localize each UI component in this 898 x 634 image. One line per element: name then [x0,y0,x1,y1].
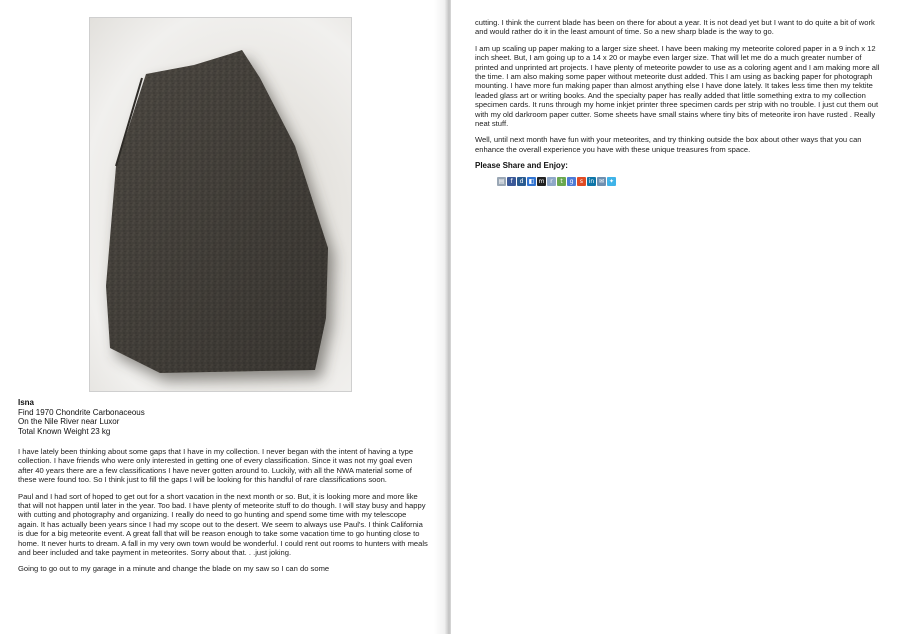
digg-icon[interactable]: d [517,177,526,186]
paragraph: cutting. I think the current blade has been on there for about a year. It is not dead yet but I want to do quite a bit of work and would rather do it in the least amount of time. So a new sharp blade is the way to go. [475,18,875,37]
email-icon[interactable]: ✉ [598,177,605,185]
right-page [451,0,898,634]
meteorite-photo [89,17,352,392]
paragraph: I have lately been thinking about some gaps that I have in my collection. I never began with the intent of having a type collection. I have friends who were only interested in getting one of every classification. Since it was not my goal even after 40 years there are a few classifications I have never gotten around to. Luckily, with all the NWA material some of these were found too. So I think just to fill the gaps I will be looking for this handful of rare classifications soon. [18,447,414,485]
twitter-icon[interactable]: ✦ [608,177,615,185]
right-article-body [475,18,885,186]
left-article-body [18,447,428,581]
reddit-icon[interactable]: r [547,177,556,186]
caption-find: Find 1970 Chondrite Carbonaceous [18,407,145,417]
paragraph: Going to go out to my garage in a minute and change the blade on my saw so I can do some [18,564,330,574]
print-icon[interactable]: ▤ [498,177,505,185]
caption-location: On the Nile River near Luxor [18,417,120,426]
myspace-icon[interactable]: m [538,177,545,185]
paragraph: I am up scaling up paper making to a larger size sheet. I have been making my meteorite colored paper in a 9 inch x 12 inch sheet. But, I am going up to a 14 x 20 or maybe even larger size. That will let me do a much greater number of printed and unprinted art projects. I have plenty of meteorite powder to use as a coloring agent and I am making more all the time. I am also making some paper without meteorite dust added. This I am using as backing paper for photograph mounting. I have more fun making paper than almost anything else I have done lately. It takes less time then my tektite leaded glass art or writing books. And the specialty paper has really added that little something extra to my collection specimen cards. It runs through my home inkjet printer three specimen cards per strip with no trouble. I just cut them out with my old darkroom paper cutter. Some sheets have small stains where tiny bits of meteorite iron have rusted . Really neat stuff. [475,43,880,129]
share-icons-row [497,177,885,186]
caption-weight: Total Known Weight 23 kg [18,426,111,436]
photo-caption [18,398,428,436]
linkedin-icon[interactable]: in [588,177,595,185]
left-page [0,0,447,634]
share-heading: Please Share and Enjoy: [475,161,568,171]
google-icon[interactable]: g [567,177,576,186]
technorati-icon[interactable]: t [557,177,566,186]
paragraph: Well, until next month have fun with your meteorites, and try thinking outside the box about other ways that you can enhance the overall experience you have with these unique treasures from space. [475,135,862,154]
stumbleupon-icon[interactable]: s [577,177,586,186]
delicious-icon[interactable]: ◧ [528,177,535,185]
paragraph: Paul and I had sort of hoped to get out for a short vacation in the next month or so. But, it is looking more and more like that will not happen until later in the year. Too bad. I have plenty of meteorite stuff to do though. I will stay busy and happy with cutting and photography and organizing. I really do need to go hunting and spend some time with my telescope again. It has actually been years since I had my scope out to the desert. We seem to always use Paul's. I think California is due for a big meteorite event. A great fall that will be reason enough to take some vacation time to go hunting close to home. It never hurts to dream. A fall in my very own town would be wonderful. I could rent out rooms to hunters with meals and beer included and take payment in meteorites. Sorry about that. . .just joking. [18,491,428,558]
facebook-icon[interactable]: f [507,177,516,186]
caption-title: Isna [18,398,35,407]
